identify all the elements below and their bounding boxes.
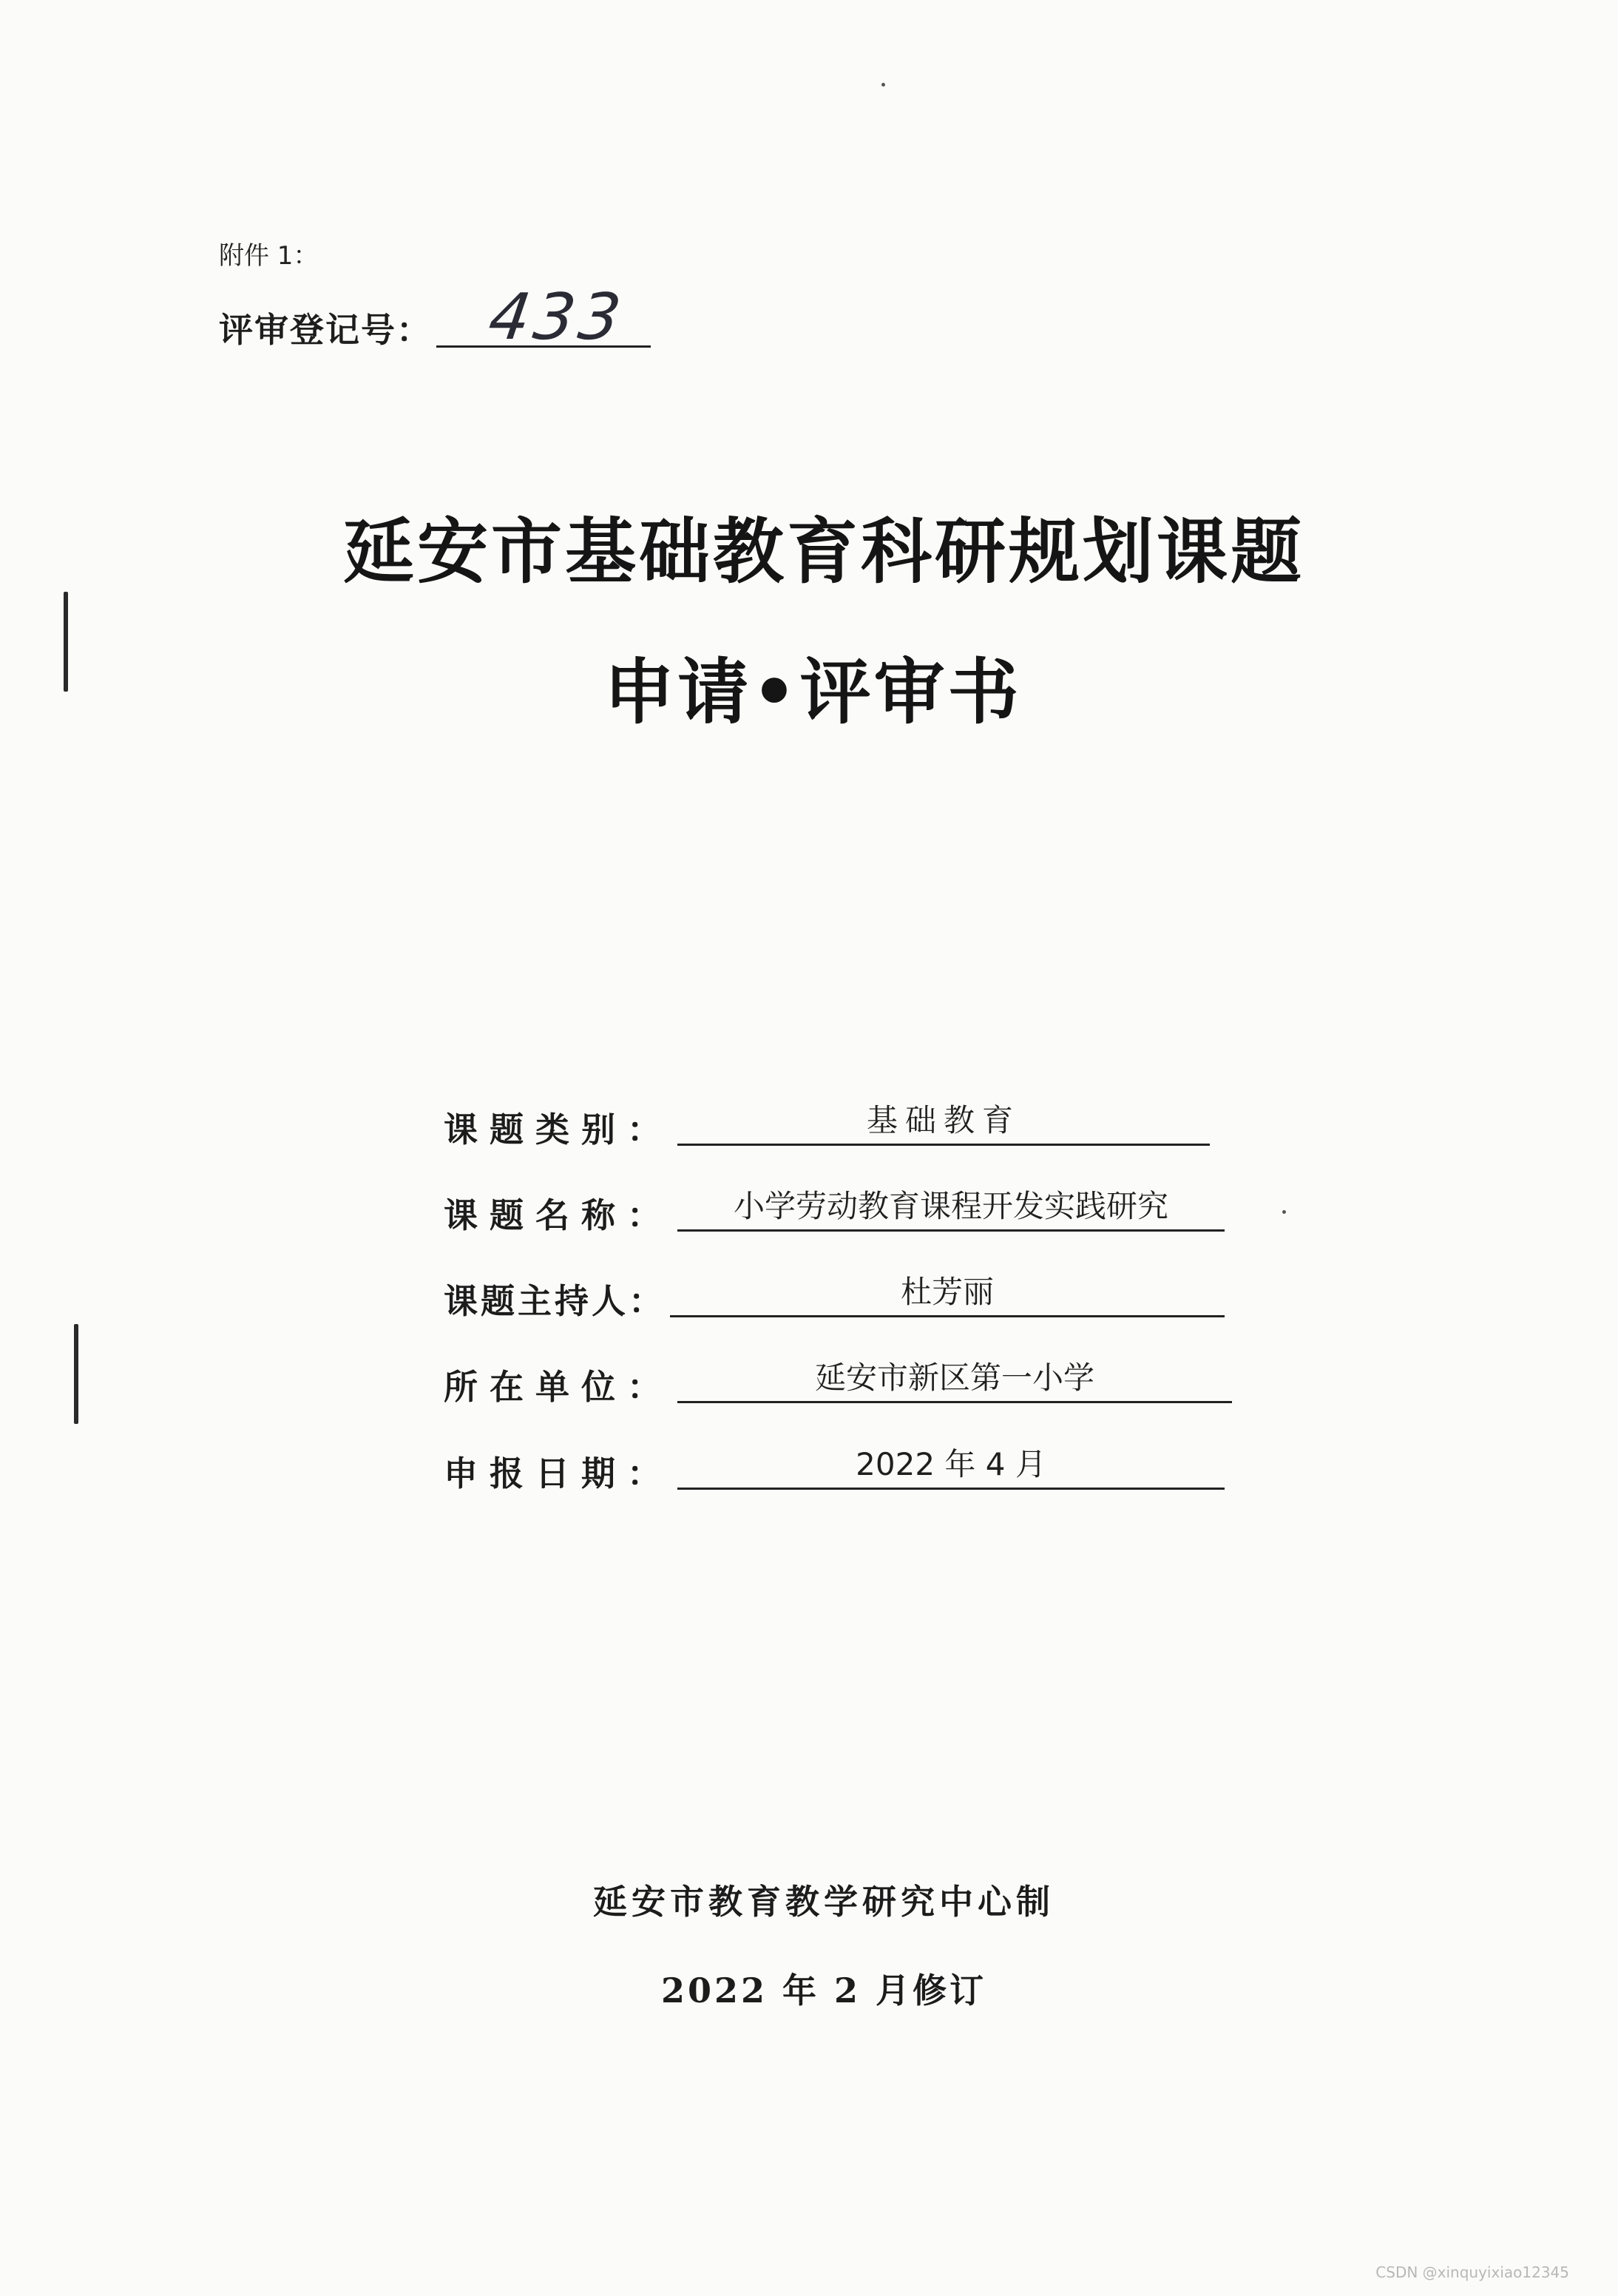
field-line [677, 1102, 1210, 1146]
revision-date: 2022 年 2 月修订 [660, 1971, 987, 2010]
field-label: 课题类别： [444, 1110, 673, 1149]
field-label: 申报日期： [444, 1453, 673, 1493]
field-organization [444, 1360, 1232, 1409]
field-line [677, 1360, 1232, 1403]
document-title: 延安市基础教育科研规划课题 [343, 510, 1304, 593]
field-value: 小学劳动教育课程开发实践研究 [733, 1188, 1168, 1224]
field-value: 基础教育 [866, 1102, 1020, 1138]
registration-row [219, 280, 651, 354]
scan-speck [1282, 1210, 1286, 1214]
field-value: 2022 年 4 月 [856, 1446, 1046, 1482]
registration-number: 433 [484, 280, 630, 354]
field-label: 课题主持人： [444, 1281, 666, 1321]
field-line [677, 1446, 1225, 1490]
attachment-label: 附件 1： [219, 241, 319, 271]
field-value: 杜芳丽 [900, 1274, 994, 1310]
field-label: 所在单位： [444, 1367, 673, 1407]
field-host [444, 1274, 1225, 1323]
field-line [677, 1188, 1225, 1232]
field-title [444, 1188, 1225, 1238]
field-date [444, 1446, 1225, 1496]
scan-speck [881, 83, 885, 87]
field-label: 课题名称： [444, 1195, 673, 1235]
registration-line [436, 280, 651, 354]
registration-label: 评审登记号： [219, 310, 432, 350]
field-line [670, 1274, 1225, 1317]
watermark: CSDN @xinquyixiao12345 [1375, 2263, 1569, 2281]
issuing-organization: 延安市教育教学研究中心制 [593, 1882, 1055, 1922]
document-subtitle: 申请•评审书 [603, 651, 1022, 734]
field-value: 延安市新区第一小学 [814, 1360, 1094, 1396]
binding-mark [74, 1324, 78, 1424]
field-category [444, 1102, 1210, 1152]
